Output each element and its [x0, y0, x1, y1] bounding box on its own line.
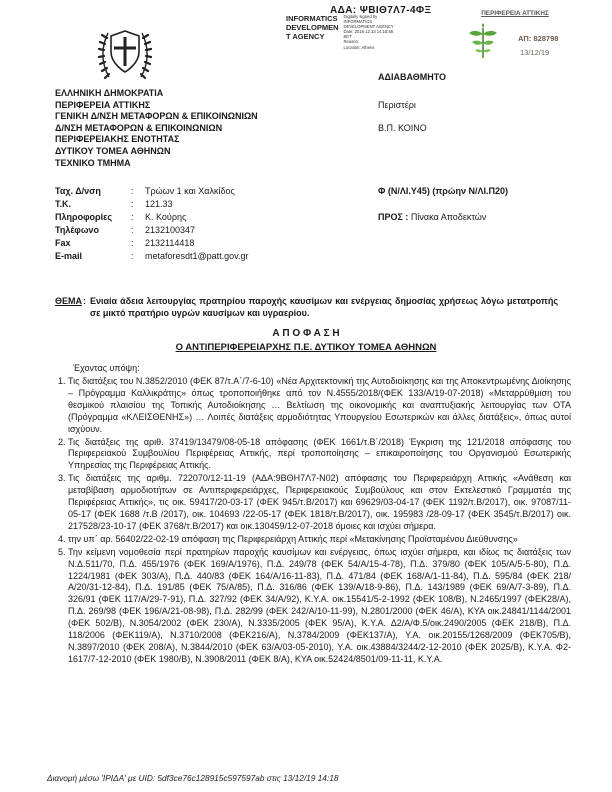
decision-subtitle: Ο ΑΝΤΙΠΕΡΙΦΕΡΕΙΑΡΧΗΣ Π.Ε. ΔΥΤΙΚΟΥ ΤΟΜΕΑ ΑΘΗΝΩΝ	[175, 342, 437, 353]
contact-row: Τ.Κ. : 121.33	[55, 199, 173, 209]
registry-stamp	[460, 10, 570, 57]
email-value: metaforesdt1@patt.gov.gr	[145, 251, 249, 261]
contact-row: Πληροφορίες : Κ. Κούρης	[55, 212, 187, 222]
recipient-line	[378, 212, 486, 222]
org-line: ΠΕΡΙΦΕΡΕΙΑΚΗΣ ΕΝΟΤΗΤΑΣ	[55, 134, 180, 145]
org-line: Δ/ΝΣΗ ΜΕΤΑΦΟΡΩΝ & ΕΠΙΚΟΙΝΩΝΙΩΝ	[55, 122, 223, 133]
subject-label: ΘΕΜΑ	[55, 296, 82, 306]
consideration-item: 5. Την κείμενη νομοθεσία περί πρατηρίων παροχής καυσίμων και ενέργειας, όπως ισχύει σήμερα, και ιδίως τις διατάξεις των Ν.Δ.511/70, Π.Δ. 455/1976 (ΦΕΚ 169/Α/1976), Π.Δ. 249/78 (ΦΕΚ 54/Α/15-4-78), Π.Δ. 379/80 (ΦΕΚ 105/Α/5-5-80), Π.Δ. 1224/1981 (ΦΕΚ 303/Α), Π.Δ. 440/83 (ΦΕΚ 164/Α/16-11-83), Π.Δ. 471/84 (ΦΕΚ 168/Α/1-11-84), Π.Δ. 595/84 (ΦΕΚ 218/Α/20/31-12-84), Π.Δ. 191/85 (ΦΕΚ 75/Α/85), Π.Δ. 316/86 (ΦΕΚ 139/Α/18-9-86), Π.Δ. 143/1989 (ΦΕΚ 69/Α/7-3-89), Π.Δ. 326/91 (ΦΕΚ 117/Α/29-7-91), Π.Δ. 327/92 (ΦΕΚ 34/Α/92), Κ.Υ.Α. οικ.15541/5-2-1992 (ΦΕΚ 108/Β), Ν.2465/1997 (ΦΕΚ28/Α), Π.Δ. 269/98 (ΦΕΚ 196/Α/21-08-98), Π.Δ. 282/99 (ΦΕΚ 242/Α/10-11-99), Ν.2801/2000 (ΦΕΚ 46/Α), ΚΥΑ οικ.24841/1144/2001 (ΦΕΚ 502/Β), Ν.3054/2002 (ΦΕΚ 230/Α), Ν.3335/2005 (ΦΕΚ 95/Α), Κ.Υ.Α. Δ2/Α/Φ.5/οικ.2490/2005 (ΦΕΚ 218/Β), Π.Δ. 118/2006 (ΦΕΚ119/Α), Ν.3710/2008 (ΦΕΚ216/Α), Ν.3784/2009 (ΦΕΚ137/Α), Υ.Α. οικ.20155/1268/2009 (ΦΕΚ705/Β), Ν.3897/2010 (ΦΕΚ 208/Α), Ν.3844/2010 (ΦΕΚ 63/Α/03-05-2010), Υ.Α. οικ.43884/3244/2-12-2010 (ΦΕΚ 2025/Β), Κ.Υ.Α. Φ2-1617/7-12-2010 (ΦΕΚ 1980/Β), Ν.3908/2011 (ΦΕΚ 8/Α), ΚΥΑ οικ.52424/8501/09-11-11, Κ.Υ.Α.	[68, 547, 571, 666]
org-line: ΓΕΝΙΚΗ Δ/ΝΣΗ ΜΕΤΑΦΟΡΩΝ & ΕΠΙΚΟΙΝΩΝΙΩΝ	[55, 111, 258, 122]
org-line: ΠΕΡΙΦΕΡΕΙΑ ΑΤΤΙΚΗΣ	[55, 99, 151, 110]
org-line: ΕΛΛΗΝΙΚΗ ΔΗΜΟΚΡΑΤΙΑ	[55, 88, 164, 98]
org-line: ΔΥΤΙΚΟΥ ΤΟΜΕΑ ΑΘΗΝΩΝ	[55, 145, 171, 156]
classification-label: ΑΔΙΑΒΑΘΜΗΤΟ	[378, 72, 447, 82]
protocol-date: 13/12/19	[520, 48, 550, 57]
signature-details: Digitally signed by INFORMATICS DEVELOPMENT AGENCY Date: 2019.12.13 14:18:58 EET Reason: Location: Athens	[343, 14, 394, 50]
consideration-item: 4. την υπ΄ αρ. 56402/22-02-19 απόφαση της Περιφερειάρχη Αττικής περί «Μετακίνησης Προϊσταμένου Διεύθυνσης»	[68, 534, 571, 546]
issuing-authority	[55, 88, 258, 169]
consideration-item: 3. Τις διατάξεις της αριθμ. 722070/12-11-19 (ΑΔΑ:9ΒΘΗ7Λ7-Ν02) απόφασης του Περιφερειάρχη Αττικής «Ανάθεση και μεταβίβαση αρμοδιοτήτων σε Αντιπεριφερειάρχες, Περιφερειακούς Συμβούλους και στον Εκτελεστικό Γραμματέα της Περιφέρειας Αττικής», τις οικ. 59417/20-03-17 (ΦΕΚ 945/τ.Β/2017) και 69629/03-04-17 (ΦΕΚ 1192/τ.Β/2017), οικ. 97087/11-05-17 (ΦΕΚ 1688 /τ.Β /2017), οικ. 104693 /22-05-17 (ΦΕΚ 1818/τ.Β/2017), οικ. 195983 /28-09-17 (ΦΕΚ 3545/τ.Β/2017) οικ. 217528/23-10-17 (ΦΕΚ 3768/τ.Β/2017) και οικ.130459/12-07-2018 όμοιες και ισχύει σήμερα.	[68, 473, 571, 533]
contact-row: E-mail : metaforesdt1@patt.gov.gr	[55, 251, 249, 264]
priority-label: Β.Π. ΚΟΙΝΟ	[378, 123, 427, 133]
plant-logo-icon	[464, 22, 502, 67]
ada-value: ΨΒΙΘ7Λ7-4ΦΞ	[359, 5, 432, 16]
to-value: Πίνακα Αποδεκτών	[410, 212, 487, 222]
consideration-item: 1. Τις διατάξεις του Ν.3852/2010 (ΦΕΚ 87/τ.Α΄/7-6-10) «Νέα Αρχιτεκτονική της Αυτοδιοίκησης και της Αποκεντρωμένης Διοίκησης – Πρόγραμμα Καλλικράτης» όπως τροποποιήθηκε από τον Ν.4555/2018/(ΦΕΚ 133/Α/19-07-2018) «Μεταρρύθμιση του θεσμικού πλαισίου της Τοπικής Αυτοδιοίκησης … Βελτίωση της οικονομικής και αναπτυξιακής λειτουργίας των ΟΤΑ (Πρόγραμμα «ΚΛΕΙΣΘΕΝΗΣ») … Λοιπές διατάξεις αρμοδιότητας Υπουργείου Εσωτερικών και άλλες διατάξεις», όπως αυτοί ισχύουν.	[68, 376, 571, 436]
ada-label: ΑΔΑ:	[330, 5, 357, 16]
digital-signature-stamp	[286, 14, 426, 50]
considerations-intro: Έχοντας υπόψη:	[73, 363, 140, 373]
registry-org: ΠΕΡΙΦΕΡΕΙΑ ΑΤΤΙΚΗΣ	[481, 10, 549, 17]
consideration-item: 2. Τις διατάξεις της αριθ. 37419/13479/08-05-18 απόφασης (ΦΕΚ 1661/τ.Β΄/2018) Έγκριση της 121/2018 απόφασης του Περιφερειακού Συμβουλίου Περιφέρειας Αττικής, περί τροποποίησης – επικαιροποίησης του Οργανισμού Εσωτερικής Υπηρεσίας της Περιφέρειας Αττικής.	[68, 437, 571, 473]
subject-text: Ενιαία άδεια λειτουργίας πρατηρίου παροχής καυσίμων και ενέργειας δημοσίας χρήσεως λόγω μετατροπής σε μικτό πρατήριο υγρών καυσίμων και υγραερίου.	[90, 296, 558, 318]
considerations-list	[55, 376, 571, 667]
distribution-footer: Διανομή μέσω 'ΙΡΙΔΑ' με UID: 5df3ce76c128915c597597ab στις 13/12/19 14:18	[47, 773, 339, 783]
org-line: ΤΕΧΝΙΚΟ ΤΜΗΜΑ	[55, 157, 131, 168]
decision-title: Α Π Ο Φ Α Σ Η	[272, 328, 340, 339]
contact-row: Ταχ. Δ/νση : Τρώων 1 και Χαλκίδος	[55, 186, 235, 196]
contact-row: Τηλέφωνο : 2132100347	[55, 225, 196, 235]
signature-agency-name: INFORMATICS DEVELOPMEN T AGENCY	[286, 14, 339, 41]
coat-of-arms-icon	[98, 25, 152, 90]
protocol-number: ΑΠ: 828798	[518, 34, 559, 43]
contact-row: Fax : 2132114418	[55, 238, 195, 248]
file-reference: Φ (Ν/ΛΙ.Υ45) (πρώην Ν/ΛΙ.Π20)	[378, 186, 508, 196]
contact-block	[55, 186, 249, 264]
subject-line: ΘΕΜΑ : Ενιαία άδεια λειτουργίας πρατηρίου παροχής καυσίμων και ενέργειας δημοσίας χρήσεως λόγω μετατροπής σε μικτό πρατήριο υγρών καυσίμων και υγραερίου.	[55, 296, 558, 318]
issue-city: Περιστέρι	[378, 100, 416, 110]
to-label: ΠΡΟΣ :	[378, 212, 409, 222]
